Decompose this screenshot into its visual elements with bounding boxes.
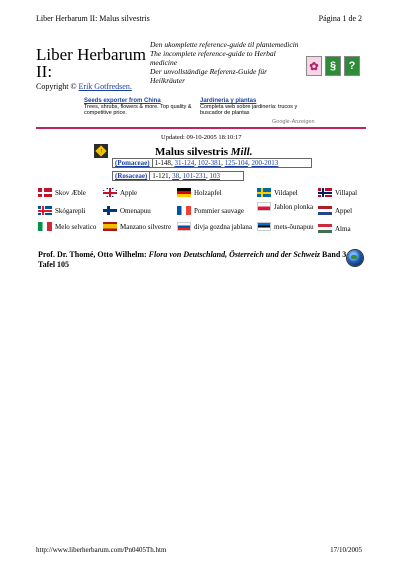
family-ranges-pomaceae: 1-148, 31-124, 102-381, 125-104, 200-2013 (154, 159, 279, 167)
range-link[interactable]: 102-381 (197, 159, 222, 167)
site-title-line1: Liber Herbarum (36, 45, 146, 64)
tagline-german: Der unvollständige Referenz-Guide für Heilkräuter (150, 67, 267, 85)
navigation-sign-icon[interactable] (94, 144, 108, 158)
site-title (36, 46, 146, 80)
family-row-rosaceae (112, 171, 244, 181)
lang-english (103, 188, 137, 197)
lang-name: divja gozdna jablana (194, 222, 252, 231)
plant-icon[interactable]: ✿ (306, 56, 322, 76)
species-heading (155, 146, 252, 158)
lang-name: Alma (335, 224, 351, 233)
lang-finnish (103, 206, 151, 215)
lang-german (177, 188, 222, 197)
ad-seeds-title[interactable]: Seeds exporter from China (84, 98, 161, 104)
footer-url: http://www.liberherbarum.com/Pn0405Th.htm (36, 546, 167, 554)
lang-name: mets-õunapuu (274, 222, 314, 231)
denmark-flag-icon[interactable] (38, 188, 52, 197)
estonia-flag-icon[interactable] (257, 222, 271, 231)
lang-name: Manzano silvestre (120, 222, 172, 231)
finland-flag-icon[interactable] (103, 206, 117, 215)
range-link[interactable]: 101-231 (182, 172, 206, 180)
lang-name: Appel (335, 206, 353, 215)
norway-flag-icon[interactable] (318, 188, 332, 197)
species-author: Mill. (230, 146, 253, 158)
range-link[interactable]: 31-124 (174, 159, 195, 167)
lang-italian (38, 222, 98, 231)
iceland-flag-icon[interactable] (38, 206, 52, 215)
lang-spanish (103, 222, 173, 231)
hungary-flag-icon[interactable] (318, 224, 332, 233)
lang-name: Melo selvatico (55, 222, 97, 231)
reference-citation (38, 250, 348, 270)
lang-name: Apple (120, 188, 138, 197)
slovenia-flag-icon[interactable] (177, 222, 191, 231)
accent-divider (36, 127, 366, 129)
reference-author: Prof. Dr. Thomé, Otto Wilhelm: (38, 250, 147, 259)
family-name-rosaceae[interactable]: (Rosaceae) (113, 172, 150, 180)
ad-seeds-text: Trees, shrubs, flowers & more. Top quality & competitive price. (84, 104, 192, 116)
uk-flag-icon[interactable] (103, 188, 117, 197)
species-name: Malus silvestris (155, 146, 229, 158)
lang-french (177, 206, 244, 215)
poland-flag-icon[interactable] (257, 202, 271, 211)
ad-jardineria-title[interactable]: Jardineria y plantas (200, 98, 257, 104)
lang-name: Holzapfel (194, 188, 222, 197)
lang-danish (38, 188, 86, 197)
print-header-title: Liber Herbarum II: Malus silvestris (36, 14, 150, 23)
sign-diamond (95, 145, 106, 156)
tagline-danish: Den ukomplette reference-guide til plantemedicin (150, 40, 299, 49)
france-flag-icon[interactable] (177, 206, 191, 215)
help-icon[interactable]: ? (344, 56, 360, 76)
lang-hungarian (318, 224, 351, 233)
tagline-english: The incomplete reference-guide to Herbal medicine (150, 49, 276, 67)
family-row-pomaceae (112, 158, 312, 168)
italy-flag-icon[interactable] (38, 222, 52, 231)
lang-slovenian (177, 222, 253, 231)
lang-norwegian (318, 188, 357, 197)
lang-swedish (257, 188, 298, 197)
globe-icon[interactable] (347, 250, 363, 266)
footer-date: 17/10/2005 (330, 546, 362, 554)
author-link[interactable]: Erik Gotfredsen. (78, 82, 132, 91)
updated-timestamp: Updated: 09-10-2005 18:10:17 (161, 134, 242, 141)
range-link[interactable]: 1-121 (152, 172, 169, 180)
lang-name: Skógarepli (55, 206, 86, 215)
lang-polish (257, 202, 315, 211)
range-link[interactable]: 1-148 (154, 159, 171, 167)
print-header-page: Página 1 de 2 (318, 14, 362, 23)
site-title-line2: II: (36, 62, 53, 81)
lang-name: Skov Æble (55, 188, 86, 197)
reference-volume: Band 3 Tafel 105 (38, 250, 347, 269)
sweden-flag-icon[interactable] (257, 188, 271, 197)
family-name-pomaceae[interactable]: (Pomaceae) (113, 159, 153, 167)
ad-jardineria[interactable] (200, 98, 312, 116)
germany-flag-icon[interactable] (177, 188, 191, 197)
netherlands-flag-icon[interactable] (318, 206, 332, 215)
family-ranges-rosaceae: 1-121, 38, 101-231, 103 (152, 172, 220, 180)
section-icon[interactable]: § (325, 56, 341, 76)
lang-dutch (318, 206, 352, 215)
taglines (150, 40, 300, 85)
range-link[interactable]: 38 (172, 172, 180, 180)
lang-name: Villapal (335, 188, 358, 197)
lang-name: Jablon plonka (274, 202, 314, 211)
range-link[interactable]: 125-104 (224, 159, 248, 167)
ad-seeds[interactable] (84, 98, 196, 116)
lang-icelandic (38, 206, 85, 215)
spain-flag-icon[interactable] (103, 222, 117, 231)
copyright (36, 82, 132, 91)
lang-estonian (257, 222, 315, 231)
lang-name: Omenapuu (120, 206, 151, 215)
lang-name: Vildapel (274, 188, 298, 197)
arrow-up-icon: ↑ (99, 148, 103, 154)
range-link[interactable]: 103 (209, 172, 220, 180)
range-link[interactable]: 200-2013 (251, 159, 279, 167)
ads-label[interactable]: Google-Anzeigen (272, 119, 315, 125)
copyright-prefix: Copyright © (36, 82, 77, 91)
reference-work: Flora von Deutschland, Österreich und der Schweiz (148, 250, 321, 259)
lang-name: Pommier sauvage (194, 206, 244, 215)
ad-jardineria-text: Completa web sobre jardinería: trucos y buscador de plantas (200, 104, 298, 116)
